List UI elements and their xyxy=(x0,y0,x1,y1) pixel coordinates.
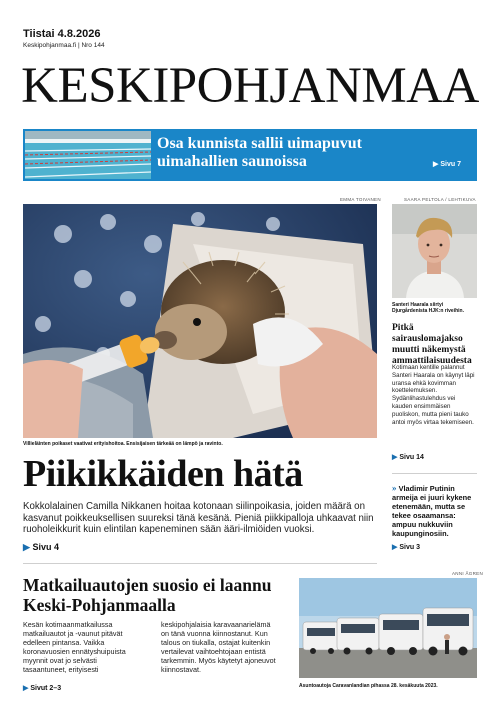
bottom-column-2: keskipohjalaisia karavaanarielämä on tänä vuonna kiinnostanut. Kun talous on tiukalla, ostajat kuitenkin vertailevat vaihtoehtojaan entistä tarkemmin. Myös käytetyt ajoneuvot kiinnostavat. xyxy=(161,620,276,674)
quote-mark-icon: » xyxy=(392,483,397,493)
athlete-portrait-photo xyxy=(392,204,477,298)
quote-page-label: Sivu 3 xyxy=(399,544,420,551)
banner-page-link[interactable] xyxy=(433,160,461,168)
main-page-link[interactable] xyxy=(23,542,59,553)
main-page-label: Sivu 4 xyxy=(32,542,59,552)
teaser-banner[interactable] xyxy=(23,129,477,181)
bottom-photo-caption: Asuntoautoja Caravanlandian pihassa 28. kesäkuuta 2023. xyxy=(299,683,438,689)
banner-page-label: Sivu 7 xyxy=(440,161,461,168)
side-page-link[interactable] xyxy=(392,453,424,461)
side-body-text: Kotimaan kentille palannut Santeri Haarala on käynyt läpi uransa ehkä kovimman koettelemuksen. Sydänlihastulehdus vei kauden ensimmäisen puoliskon, mutta pieni tauko antoi myös virtaa tekemiseen. xyxy=(392,364,475,426)
main-headline[interactable]: Piikikkäiden hätä xyxy=(23,453,303,495)
date: Tiistai 4.8.2026 xyxy=(23,28,101,40)
bottom-page-label: Sivut 2–3 xyxy=(30,685,62,692)
divider xyxy=(392,473,477,474)
play-triangle-icon: ▶ xyxy=(392,454,398,461)
masthead: KESKIPOHJANMAA xyxy=(21,58,479,114)
issue-number: Nro 144 xyxy=(81,42,105,49)
play-triangle-icon: ▶ xyxy=(23,542,30,552)
swimming-pool-photo xyxy=(25,131,151,179)
bottom-headline[interactable]: Matkailuautojen suosio ei laannu Keski-Pohjanmaalla xyxy=(23,575,272,615)
bottom-page-link[interactable] xyxy=(23,684,61,692)
quote-page-link[interactable] xyxy=(392,543,420,551)
main-photo-caption: Villieläinten poikaset vaativat erityishoitoa. Ensisijaisen tärkeää on lämpö ja ravinto. xyxy=(23,441,223,447)
side-page-label: Sivu 14 xyxy=(399,454,424,461)
bottom-photo-credit: ANNI ÅGREN xyxy=(452,571,484,576)
banner-headline: Osa kunnista sallii uimapuvut uimahallien saunoissa xyxy=(157,135,362,170)
main-lead-text: Kokkolalainen Camilla Nikkanen hoitaa kotonaan siilinpoikasia, joiden määrä on kasvanut poikkeuksellisen suureksi tänä kesänä. Pieniä piikkipalloja uhkaavat niin ruoholeikkurit kuin elintilan kapeneminen sään ääri-ilmiöiden vuoksi. xyxy=(23,501,374,536)
side-photo-credit: SAARA PELTOLA / LEHTIKUVA xyxy=(404,197,476,202)
divider xyxy=(23,563,377,564)
site-url[interactable]: Keskipohjanmaa.fi xyxy=(23,42,77,49)
campervans-photo xyxy=(299,578,477,678)
play-triangle-icon: ▶ xyxy=(433,161,439,168)
site-issue-line xyxy=(23,42,105,49)
main-photo-credit: EMMA TOIVANEN xyxy=(340,197,381,202)
hedgehog-photo xyxy=(23,204,377,438)
quote-teaser[interactable] xyxy=(392,484,480,538)
quote-text: Vladimir Putinin armeija ei juuri kykene etenemään, mutta se tekee osaamansa: ampuu nukkuviin kaupunginosiin. xyxy=(392,484,472,538)
play-triangle-icon: ▶ xyxy=(23,685,29,692)
side-headline[interactable]: Pitkä sairauslomajakso muutti näkemystä ammattilaisuudesta xyxy=(392,323,472,366)
side-photo-caption: Santeri Haarala siirtyi Djurgårdenista HJK:n riveihin. xyxy=(392,302,464,314)
play-triangle-icon: ▶ xyxy=(392,544,398,551)
bottom-column-1: Kesän kotimaanmatkailussa matkailuautot ja -vaunut pitävät edelleen pintansa. Vaikka koronavuosien ennätyshuipuista myynnit ovat jo selvästi tasaantuneet, erityisesti xyxy=(23,620,126,674)
separator: | xyxy=(77,42,80,49)
